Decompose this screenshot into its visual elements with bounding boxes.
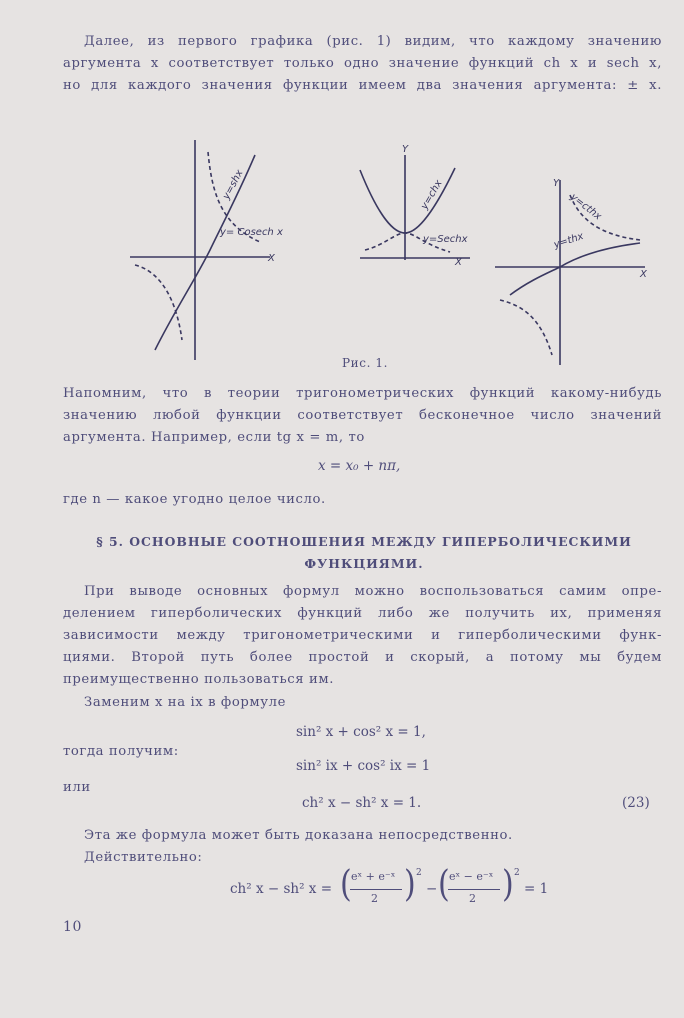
then-get: тогда получим: <box>63 744 179 759</box>
intro-line-3: но для каждого значения функции имеем два значения аргумента: ± x. <box>63 78 662 93</box>
figure-caption: Рис. 1. <box>342 356 389 370</box>
eq4-paren-close-1: ) <box>404 863 416 906</box>
eq4-square-1: 2 <box>416 868 422 878</box>
graph3-tanh-curve <box>510 243 640 295</box>
graph-tanh-coth <box>495 178 648 365</box>
graph-sinh-cosech <box>130 140 283 360</box>
intro-line-2: аргумента x соответствует только одно значение функций ch x и sech x, <box>63 56 662 71</box>
eq4-numerator-2: eˣ − e⁻ˣ <box>449 870 494 883</box>
graph3-coth-curve-left <box>500 300 552 355</box>
equation-3-number: (23) <box>622 795 650 811</box>
graph2-axis-x: X <box>455 257 462 268</box>
graph1-axis-x: X <box>268 253 275 264</box>
eq4-numerator-1: eˣ + e⁻ˣ <box>351 870 396 883</box>
eq4-square-2: 2 <box>514 868 520 878</box>
graph1-sinh-curve <box>155 155 255 350</box>
equation-3: ch² x − sh² x = 1. <box>302 795 422 811</box>
graph3-axis-x: X <box>640 269 647 280</box>
eq4-lhs: ch² x − sh² x = <box>230 881 333 897</box>
proof-line: Эта же формула может быть доказана непосредственно. <box>84 828 513 843</box>
equation-2: sin² ix + cos² ix = 1 <box>296 758 431 774</box>
graph1-label-cosech: y= Cosech x <box>220 227 283 238</box>
figure-1 <box>110 140 670 370</box>
indeed-line: Действительно: <box>84 850 203 865</box>
graph2-label-ch: y=chx <box>419 178 445 212</box>
eq4-rhs: = 1 <box>524 881 549 897</box>
eq4-denominator-2: 2 <box>469 892 476 905</box>
intro-line-1: Далее, из первого графика (рис. 1) видим, что каждому значению <box>84 34 662 49</box>
para1-line-3: аргумента. Например, если tg x = m, то <box>63 430 365 445</box>
eq4-minus: − <box>426 881 438 897</box>
para2-line-3: зависимости между тригонометрическими и гиперболическими функ- <box>63 628 662 643</box>
replace-line: Заменим x на ix в формуле <box>84 695 287 710</box>
graph1-cosech-curve-left <box>135 265 182 340</box>
para2-line-4: циями. Второй путь более простой и скорый, а потому мы будем <box>63 650 662 665</box>
eq4-fraction-bar-2 <box>448 889 500 890</box>
eq4-paren-close-2: ) <box>502 863 514 906</box>
eq4-paren-open-1: ( <box>340 863 352 906</box>
eq4-fraction-bar-1 <box>350 889 402 890</box>
para2-line-2: делением гиперболических функций либо же получить их, применяя <box>63 606 662 621</box>
graph1-label-sh: y=shx <box>220 168 246 202</box>
graph3-label-coth: y=cthx <box>568 191 604 223</box>
graph2-cosh-curve <box>360 168 455 233</box>
or-word: или <box>63 780 91 795</box>
section-heading-line-2: ФУНКЦИЯМИ. <box>304 556 424 571</box>
graph3-label-th: y=thx <box>552 230 585 251</box>
eq4-paren-open-2: ( <box>438 863 450 906</box>
equation-1: sin² x + cos² x = 1, <box>296 724 426 740</box>
graph2-axis-y: Y <box>402 144 409 155</box>
where-line: где n — какое угодно целое число. <box>63 492 326 507</box>
formula-x: x = x₀ + nπ, <box>318 458 401 474</box>
para2-line-1: При выводе основных формул можно воспользоваться самим опре- <box>84 584 662 599</box>
graph-cosh-sech <box>360 144 470 268</box>
para1-line-2: значению любой функции соответствует бесконечное число значений <box>63 408 662 423</box>
page-number: 10 <box>63 919 83 935</box>
para1-line-1: Напомним, что в теории тригонометрических функций какому-нибудь <box>63 386 662 401</box>
para2-line-5: преимущественно пользоваться им. <box>63 672 335 687</box>
graph3-axis-y: Y <box>553 178 560 189</box>
graph2-label-sech: y=Sechx <box>423 234 468 245</box>
eq4-denominator-1: 2 <box>371 892 378 905</box>
section-heading-line-1: § 5. ОСНОВНЫЕ СООТНОШЕНИЯ МЕЖДУ ГИПЕРБОЛИЧЕСКИМИ <box>96 534 632 549</box>
